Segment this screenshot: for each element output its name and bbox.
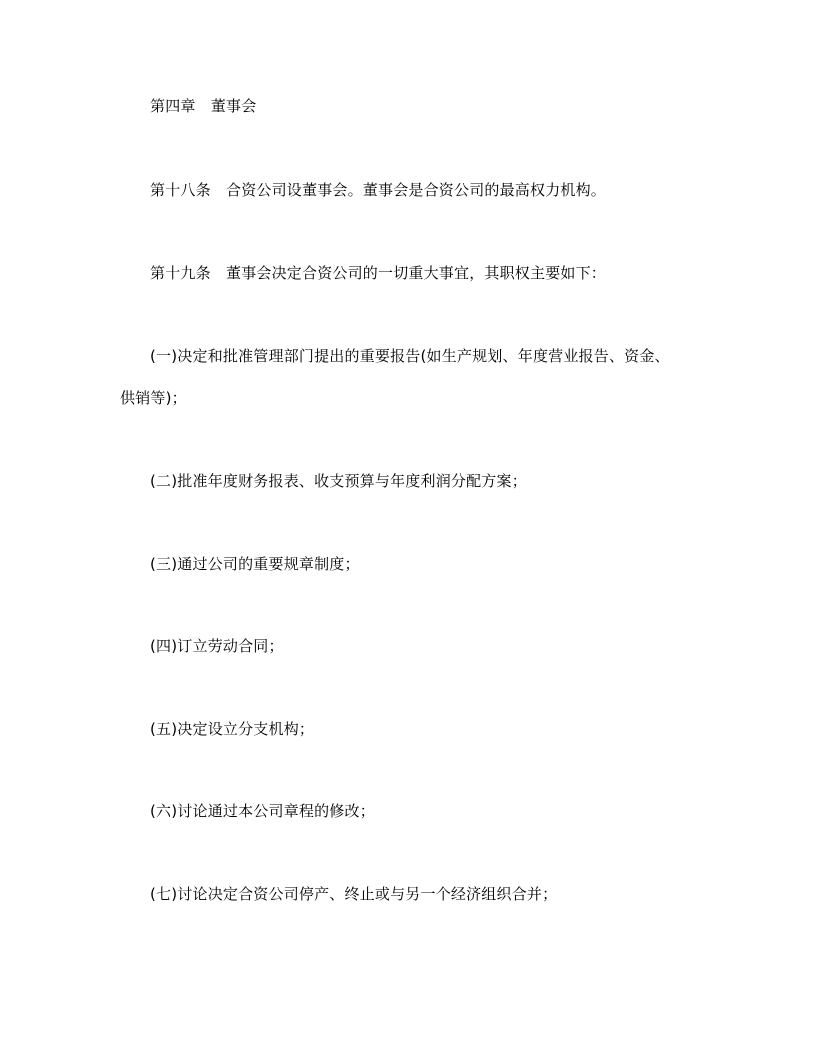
list-item-4: (四)订立劳动合同； bbox=[150, 637, 284, 655]
list-item-5: (五)决定设立分支机构； bbox=[150, 720, 315, 738]
article-19: 第十九条 董事会决定合资公司的一切重大事宜，其职权主要如下： bbox=[150, 264, 607, 282]
list-item-1-line-2: 供销等)； bbox=[120, 389, 187, 407]
article-18: 第十八条 合资公司设董事会。董事会是合资公司的最高权力机构。 bbox=[150, 181, 607, 199]
list-item-6: (六)讨论通过本公司章程的修改； bbox=[150, 802, 375, 820]
list-item-3: (三)通过公司的重要规章制度； bbox=[150, 555, 360, 573]
list-item-7: (七)讨论决定合资公司停产、终止或与另一个经济组织合并； bbox=[150, 885, 558, 903]
list-item-2: (二)批准年度财务报表、收支预算与年度利润分配方案； bbox=[150, 472, 527, 490]
chapter-heading: 第四章 董事会 bbox=[150, 97, 257, 115]
list-item-1-line-1: (一)决定和批准管理部门提出的重要报告(如生产规划、年度营业报告、资金、 bbox=[150, 347, 670, 365]
